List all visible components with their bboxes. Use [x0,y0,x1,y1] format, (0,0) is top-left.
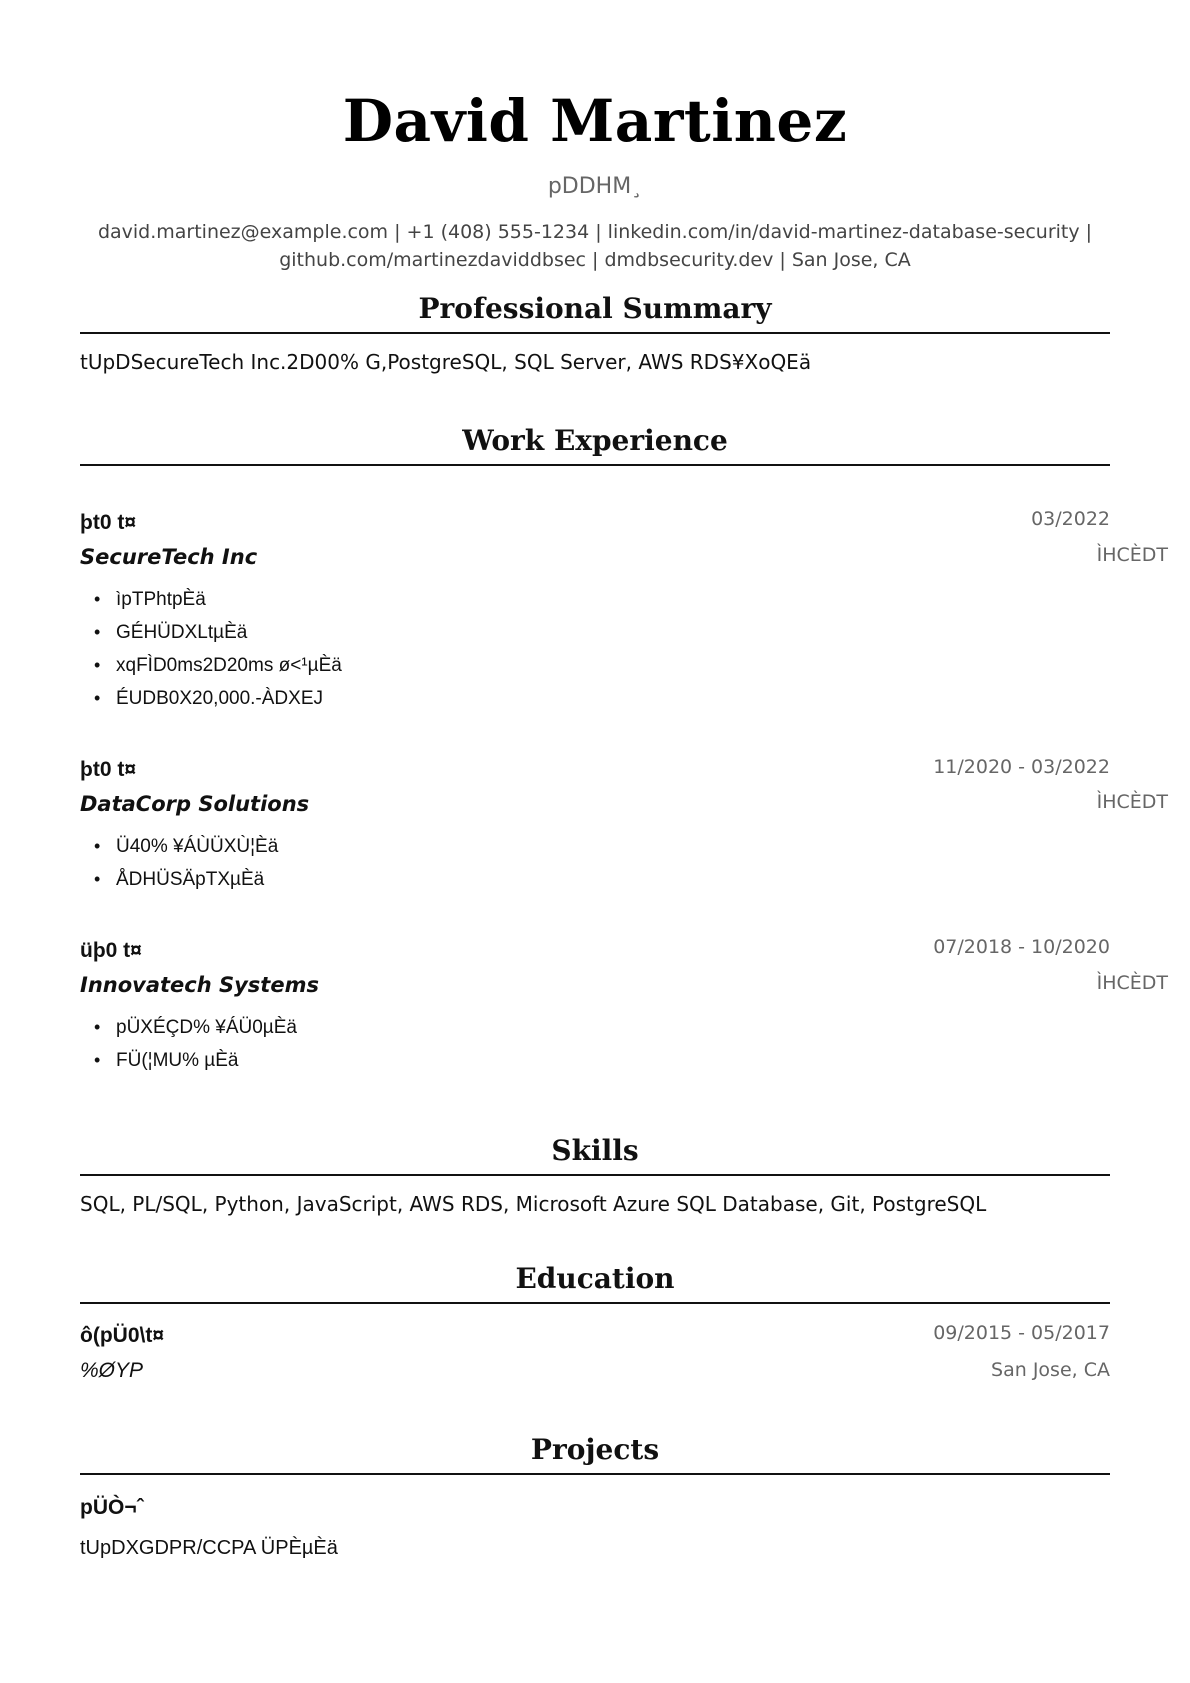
job-bullet: • Ü40% ¥ÁÙÜXÙ¦Èä [80,830,1110,863]
contact-info [80,218,1110,274]
candidate-name: David Martinez [342,87,848,155]
candidate-subtitle: pDDHM¸ [547,174,643,199]
education-degree: %ØYP [80,1359,144,1382]
job-bullet: • ÅDHÜSÄpTXµÈä [80,863,1110,896]
contact-line-1: david.martinez@example.com | +1 (408) 555-1234 | linkedin.com/in/david-martinez-database-security | [97,221,1093,243]
job-bullets [80,830,1110,896]
job-bullet: • pÜXÉÇD% ¥ÁÜ0µÈä [80,1011,1110,1044]
job-location: ÌHCÈDT [1096,544,1168,566]
section-title-experience: Work Experience [80,424,1110,466]
section-title-education: Education [80,1262,1110,1304]
section-title-skills: Skills [80,1134,1110,1176]
contact-line-2: github.com/martinezdaviddbsec | dmdbsecurity.dev | San Jose, CA [279,249,911,271]
job-bullet: • ìpTPhtpÈä [80,583,1110,616]
job-date: 07/2018 - 10/2020 [933,936,1110,958]
project-description: tUpDXGDPR/CCPA ÜPÈµÈä [80,1537,338,1559]
education-date: 09/2015 - 05/2017 [933,1322,1110,1344]
job-company: DataCorp Solutions [80,792,310,816]
job-date: 11/2020 - 03/2022 [933,756,1110,778]
job-title: üþ0 t¤ [80,939,142,962]
job-title: þt0 t¤ [80,758,137,781]
job-bullet: • ÉUDB0X20,000.-ÀDXEJ [80,682,1110,715]
section-title-summary: Professional Summary [80,292,1110,334]
job-bullet: • xqFÌD0ms2D20ms ø<¹µÈä [80,649,1110,682]
job-company: Innovatech Systems [80,973,319,997]
job-bullet: • GÉHÜDXLtµÈä [80,616,1110,649]
skills-text: SQL, PL/SQL, Python, JavaScript, AWS RDS, Microsoft Azure SQL Database, Git, PostgreSQL [80,1192,987,1216]
job-title: þt0 t¤ [80,511,137,534]
summary-text: tUpDSecureTech Inc.2D00% G,PostgreSQL, SQL Server, AWS RDS¥XoQEä [80,350,812,374]
job-location: ÌHCÈDT [1096,972,1168,994]
project-title: pÜÒ¬ˆ [80,1496,144,1519]
job-bullets [80,583,1110,715]
job-date: 03/2022 [1031,508,1110,530]
job-bullet: • FÜ(¦MU% µÈä [80,1044,1110,1077]
job-location: ÌHCÈDT [1096,791,1168,813]
education-institution: ô(pÜ0\t¤ [80,1324,164,1347]
job-company: SecureTech Inc [80,545,258,569]
education-location: San Jose, CA [991,1359,1110,1381]
section-title-projects: Projects [80,1433,1110,1475]
job-bullets [80,1011,1110,1077]
